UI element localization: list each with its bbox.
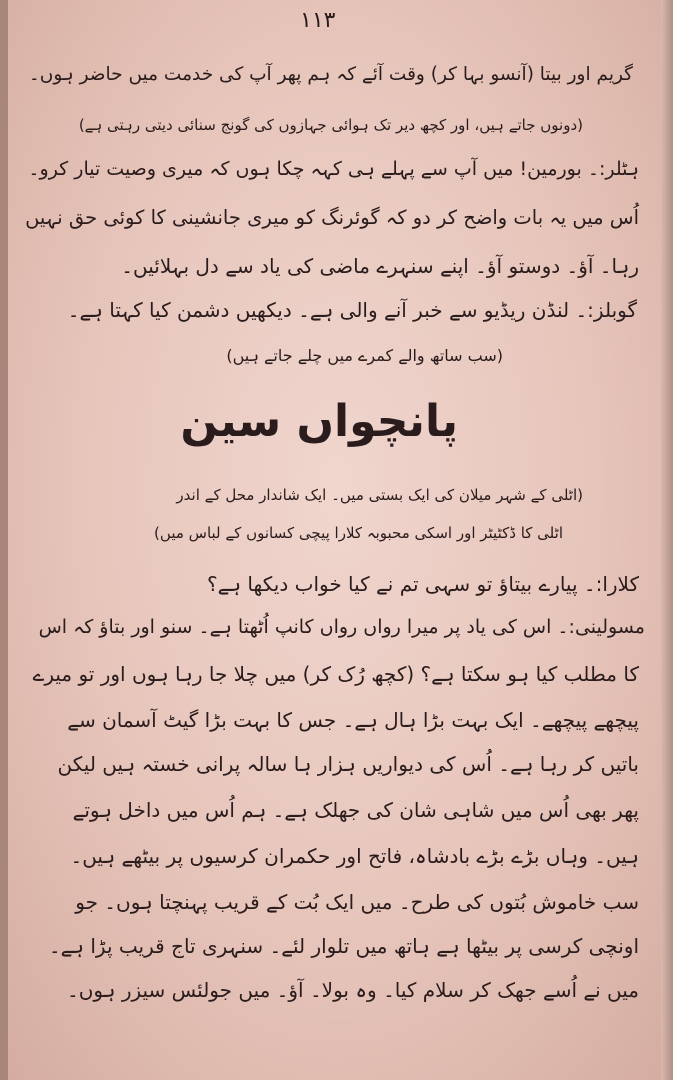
text-line: کا مطلب کیا ہو سکتا ہے؟ (کچھ رُک کر) میں چلا جا رہا ہوں اور تو میرے (32, 662, 639, 686)
text-line: رہا۔ آؤ۔ دوستو آؤ۔ اپنے سنہرے ماضی کی یاد سے دل بہلائیں۔ (121, 254, 639, 278)
text-line: مسولینی:۔ اس کی یاد پر میرا رواں رواں کانپ اُٹھتا ہے۔ سنو اور بتاؤ کہ اس (38, 616, 645, 638)
text-line: ہٹلر:۔ بورمین! میں آپ سے پہلے ہی کہہ چکا ہوں کہ میری وصیت تیار کرو۔ (28, 158, 639, 180)
text-line: پھر بھی اُس میں شاہی شان کی جھلک ہے۔ ہم اُس میں داخل ہوتے (72, 798, 639, 822)
text-line: گوبلز:۔ لنڈن ریڈیو سے خبر آنے والی ہے۔ دیکھیں دشمن کیا کہتا ہے۔ (67, 298, 637, 322)
text-line: اونچی کرسی پر بیٹھا ہے ہاتھ میں تلوار لئے۔ سنہری تاج قریب پڑا ہے۔ (48, 934, 639, 958)
text-line: گریم اور بیتا (آنسو بہا کر) وقت آئے کہ ہم پھر آپ کی خدمت میں حاضر ہوں۔ (28, 64, 633, 85)
text-line: اُس میں یہ بات واضح کر دو کہ گوئرنگ کو میری جانشینی کا کوئی حق نہیں (25, 206, 639, 229)
page-number: ۱۱۳ (300, 8, 336, 33)
stage-direction: اٹلی کا ڈکٹیٹر اور اسکی محبوبہ کلارا پیچی کسانوں کے لباس میں) (154, 524, 563, 542)
text-line: میں نے اُسے جھک کر سلام کیا۔ وہ بولا۔ آؤ۔ میں جولئس سیزر ہوں۔ (67, 978, 639, 1002)
stage-direction: (اٹلی کے شہر میلان کی ایک بستی میں۔ ایک شاندار محل کے اندر (176, 486, 583, 504)
text-line: ہیں۔ وہاں بڑے بڑے بادشاہ، فاتح اور حکمران کرسیوں پر بیٹھے ہیں۔ (70, 844, 639, 868)
text-line: کلارا:۔ پیارے بیتاؤ تو سہی تم نے کیا خواب دیکھا ہے؟ (207, 572, 639, 596)
stage-direction: (سب ساتھ والے کمرے میں چلے جاتے ہیں) (226, 346, 503, 365)
scene-heading: پانچواں سین (180, 396, 458, 447)
text-line: سب خاموش بُتوں کی طرح۔ میں ایک بُت کے قریب پہنچتا ہوں۔ جو (75, 890, 639, 914)
stage-direction: (دونوں جاتے ہیں، اور کچھ دیر تک ہوائی جہازوں کی گونج سنائی دیتی رہتی ہے) (78, 116, 583, 134)
text-line: پیچھے پیچھے۔ ایک بہت بڑا ہال ہے۔ جس کا بہت بڑا گیٹ آسمان سے (67, 708, 639, 732)
page-right-edge (661, 0, 673, 1080)
text-line: باتیں کر رہا ہے۔ اُس کی دیواریں ہزار ہا سالہ پرانی خستہ ہیں لیکن (57, 752, 639, 776)
page-left-edge (0, 0, 8, 1080)
